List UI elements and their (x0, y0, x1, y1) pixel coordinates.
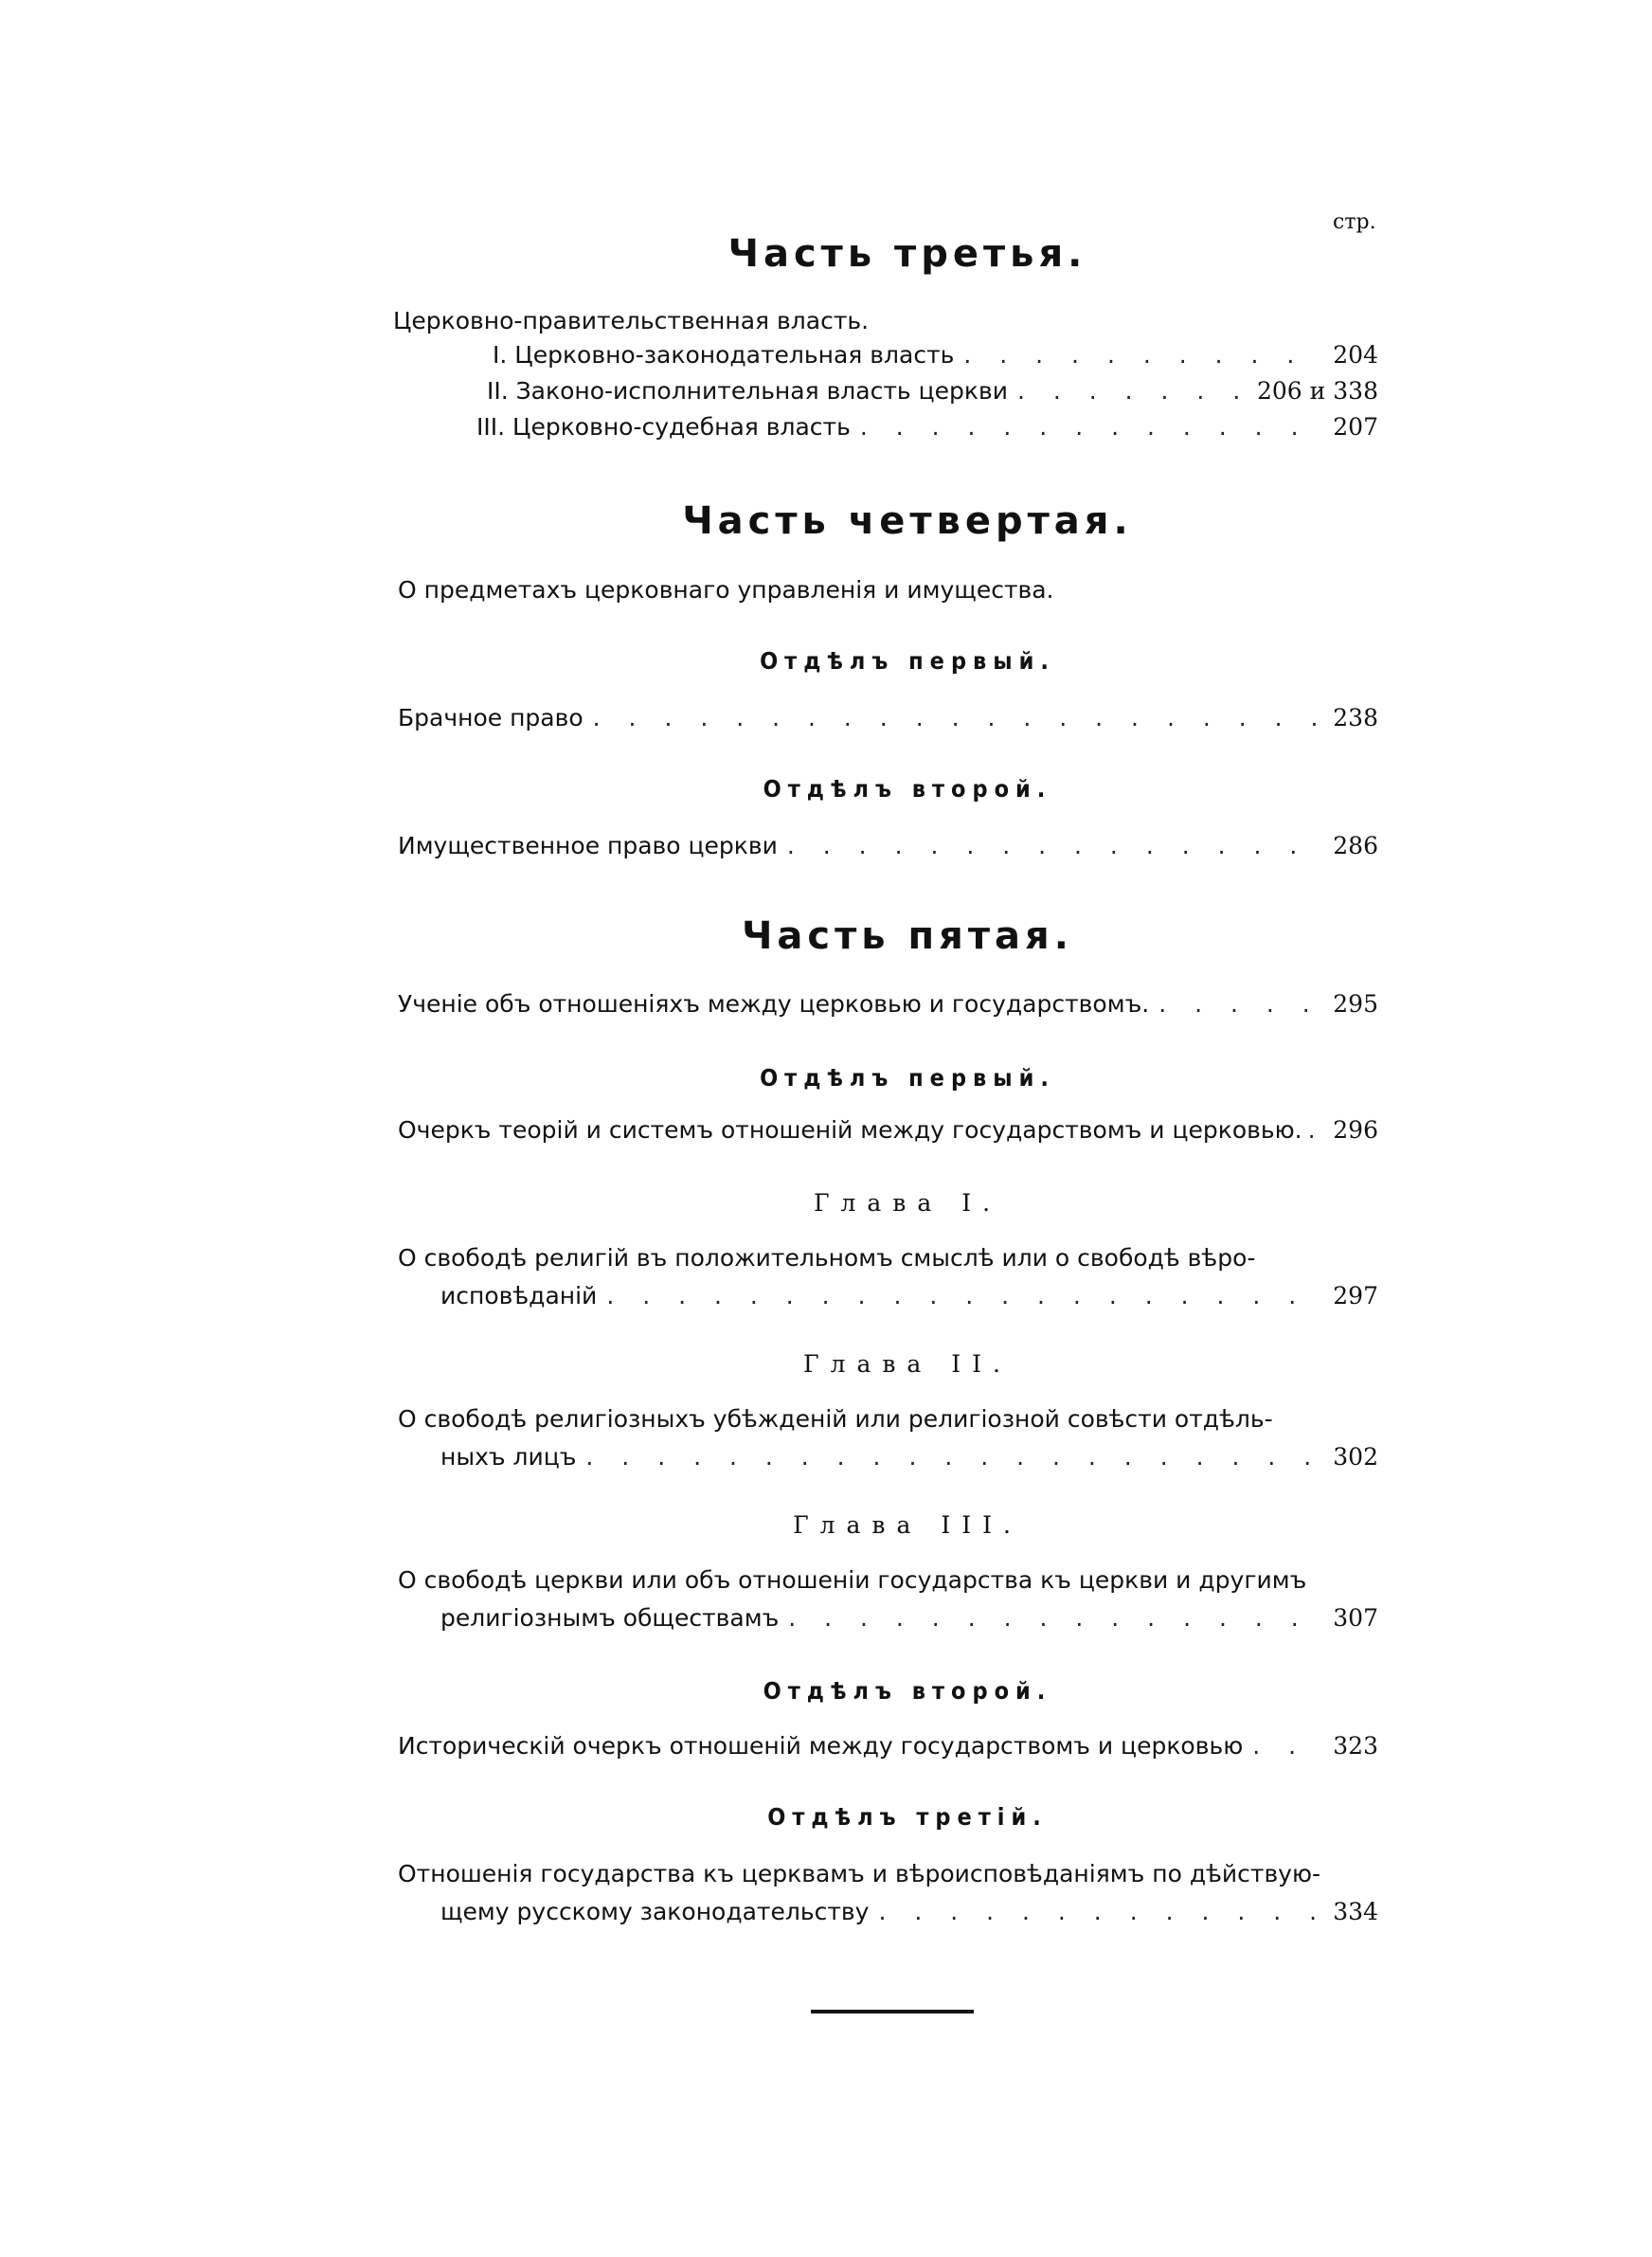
toc-entry-page: 296 (1333, 1116, 1378, 1144)
toc-entry-text: Церковно-судебная власть (512, 413, 851, 441)
section-title: Отдѣлъ первый. (760, 1064, 1055, 1092)
leader-dots (1252, 1732, 1323, 1760)
toc-entry[interactable] (487, 377, 1378, 405)
leader-dots (585, 1443, 1323, 1471)
toc-entry-text: Ученіе объ отношеніяхъ между церковью и государствомъ. (398, 990, 1150, 1018)
toc-entry-page: 286 (1333, 832, 1378, 859)
toc-entry-page: 307 (1333, 1604, 1378, 1632)
toc-entry-text: Законо-исполнительная власть церкви (515, 377, 1008, 405)
toc-entry-page: 334 (1333, 1898, 1378, 1925)
toc-entry-page: 295 (1333, 990, 1378, 1018)
section-title: Отдѣлъ первый. (760, 647, 1055, 675)
section-title: Отдѣлъ третій. (767, 1803, 1048, 1831)
toc-entry[interactable] (440, 1443, 1378, 1471)
leader-dots (963, 341, 1323, 369)
toc-entry-text-line1: О свободѣ церкви или объ отношеніи государства къ церкви и другимъ (398, 1566, 1307, 1594)
leader-dots (878, 1898, 1323, 1925)
section-title: Отдѣлъ второй. (763, 775, 1052, 803)
section-title: Отдѣлъ второй. (763, 1677, 1052, 1705)
leader-dots (1308, 1116, 1328, 1144)
leader-dots (1158, 990, 1323, 1018)
chapter-title: Глава I. (813, 1189, 1002, 1217)
leader-dots (860, 413, 1323, 441)
toc-entry-number: III. (476, 413, 506, 441)
toc-entry[interactable] (398, 1732, 1378, 1760)
toc-entry[interactable] (440, 1898, 1378, 1925)
toc-entry-text: Историческій очеркъ отношеній между государствомъ и церковью (398, 1732, 1244, 1760)
toc-entry-page: 297 (1333, 1282, 1378, 1309)
toc-entry-page: 206 и 338 (1257, 377, 1378, 405)
toc-entry-number: I. (493, 341, 508, 369)
chapter-title: Глава III. (793, 1511, 1022, 1539)
toc-entry[interactable] (493, 341, 1378, 369)
toc-entry-text: Брачное право (398, 704, 584, 731)
chapter-title: Глава II. (803, 1350, 1012, 1378)
toc-entry-text: ныхъ лицъ (440, 1443, 577, 1471)
toc-entry-text: Очеркъ теорій и системъ отношеній между государствомъ и церковью. (398, 1116, 1302, 1144)
part-3-intro: Церковно-правительственная власть. (393, 307, 870, 334)
toc-entry-number: II. (487, 377, 509, 405)
toc-entry[interactable] (398, 704, 1378, 731)
toc-entry-page: 323 (1333, 1732, 1378, 1760)
leader-dots (593, 704, 1324, 731)
leader-dots (788, 1604, 1323, 1632)
toc-entry[interactable] (398, 832, 1378, 859)
part-4-intro: О предметахъ церковнаго управленія и имущества. (398, 576, 1054, 604)
part-3-title: Часть третья. (727, 232, 1087, 276)
page-column-label: стр. (1333, 210, 1376, 234)
toc-entry-text-line1: Отношенія государства къ церквамъ и вѣроисповѣданіямъ по дѣйствую- (398, 1860, 1321, 1887)
toc-entry-text: исповѣданій (440, 1282, 598, 1309)
leader-dots (787, 832, 1323, 859)
toc-entry[interactable] (440, 1604, 1378, 1632)
part-4-title: Часть четвертая. (682, 499, 1133, 543)
leader-dots (606, 1282, 1323, 1309)
toc-entry-text: Имущественное право церкви (398, 832, 778, 859)
toc-entry[interactable] (476, 413, 1378, 441)
toc-entry-text: религіознымъ обществамъ (440, 1604, 780, 1632)
toc-entry[interactable] (398, 990, 1378, 1018)
closing-rule (811, 2010, 974, 2013)
toc-entry-page: 204 (1333, 341, 1378, 369)
toc-entry-text: Церковно-законодательная власть (514, 341, 955, 369)
toc-entry-page: 302 (1333, 1443, 1378, 1471)
toc-entry-text-line1: О свободѣ религіозныхъ убѣжденій или религіозной совѣсти отдѣль- (398, 1405, 1273, 1433)
toc-entry[interactable] (398, 1116, 1378, 1144)
toc-entry-page: 238 (1333, 704, 1378, 731)
part-5-title: Часть пятая. (742, 914, 1073, 958)
toc-entry[interactable] (440, 1282, 1378, 1309)
toc-entry-text: щему русскому законодательству (440, 1898, 870, 1925)
toc-entry-text-line1: О свободѣ религій въ положительномъ смыслѣ или о свободѣ вѣро- (398, 1244, 1256, 1272)
leader-dots (1017, 377, 1248, 405)
toc-entry-page: 207 (1333, 413, 1378, 441)
